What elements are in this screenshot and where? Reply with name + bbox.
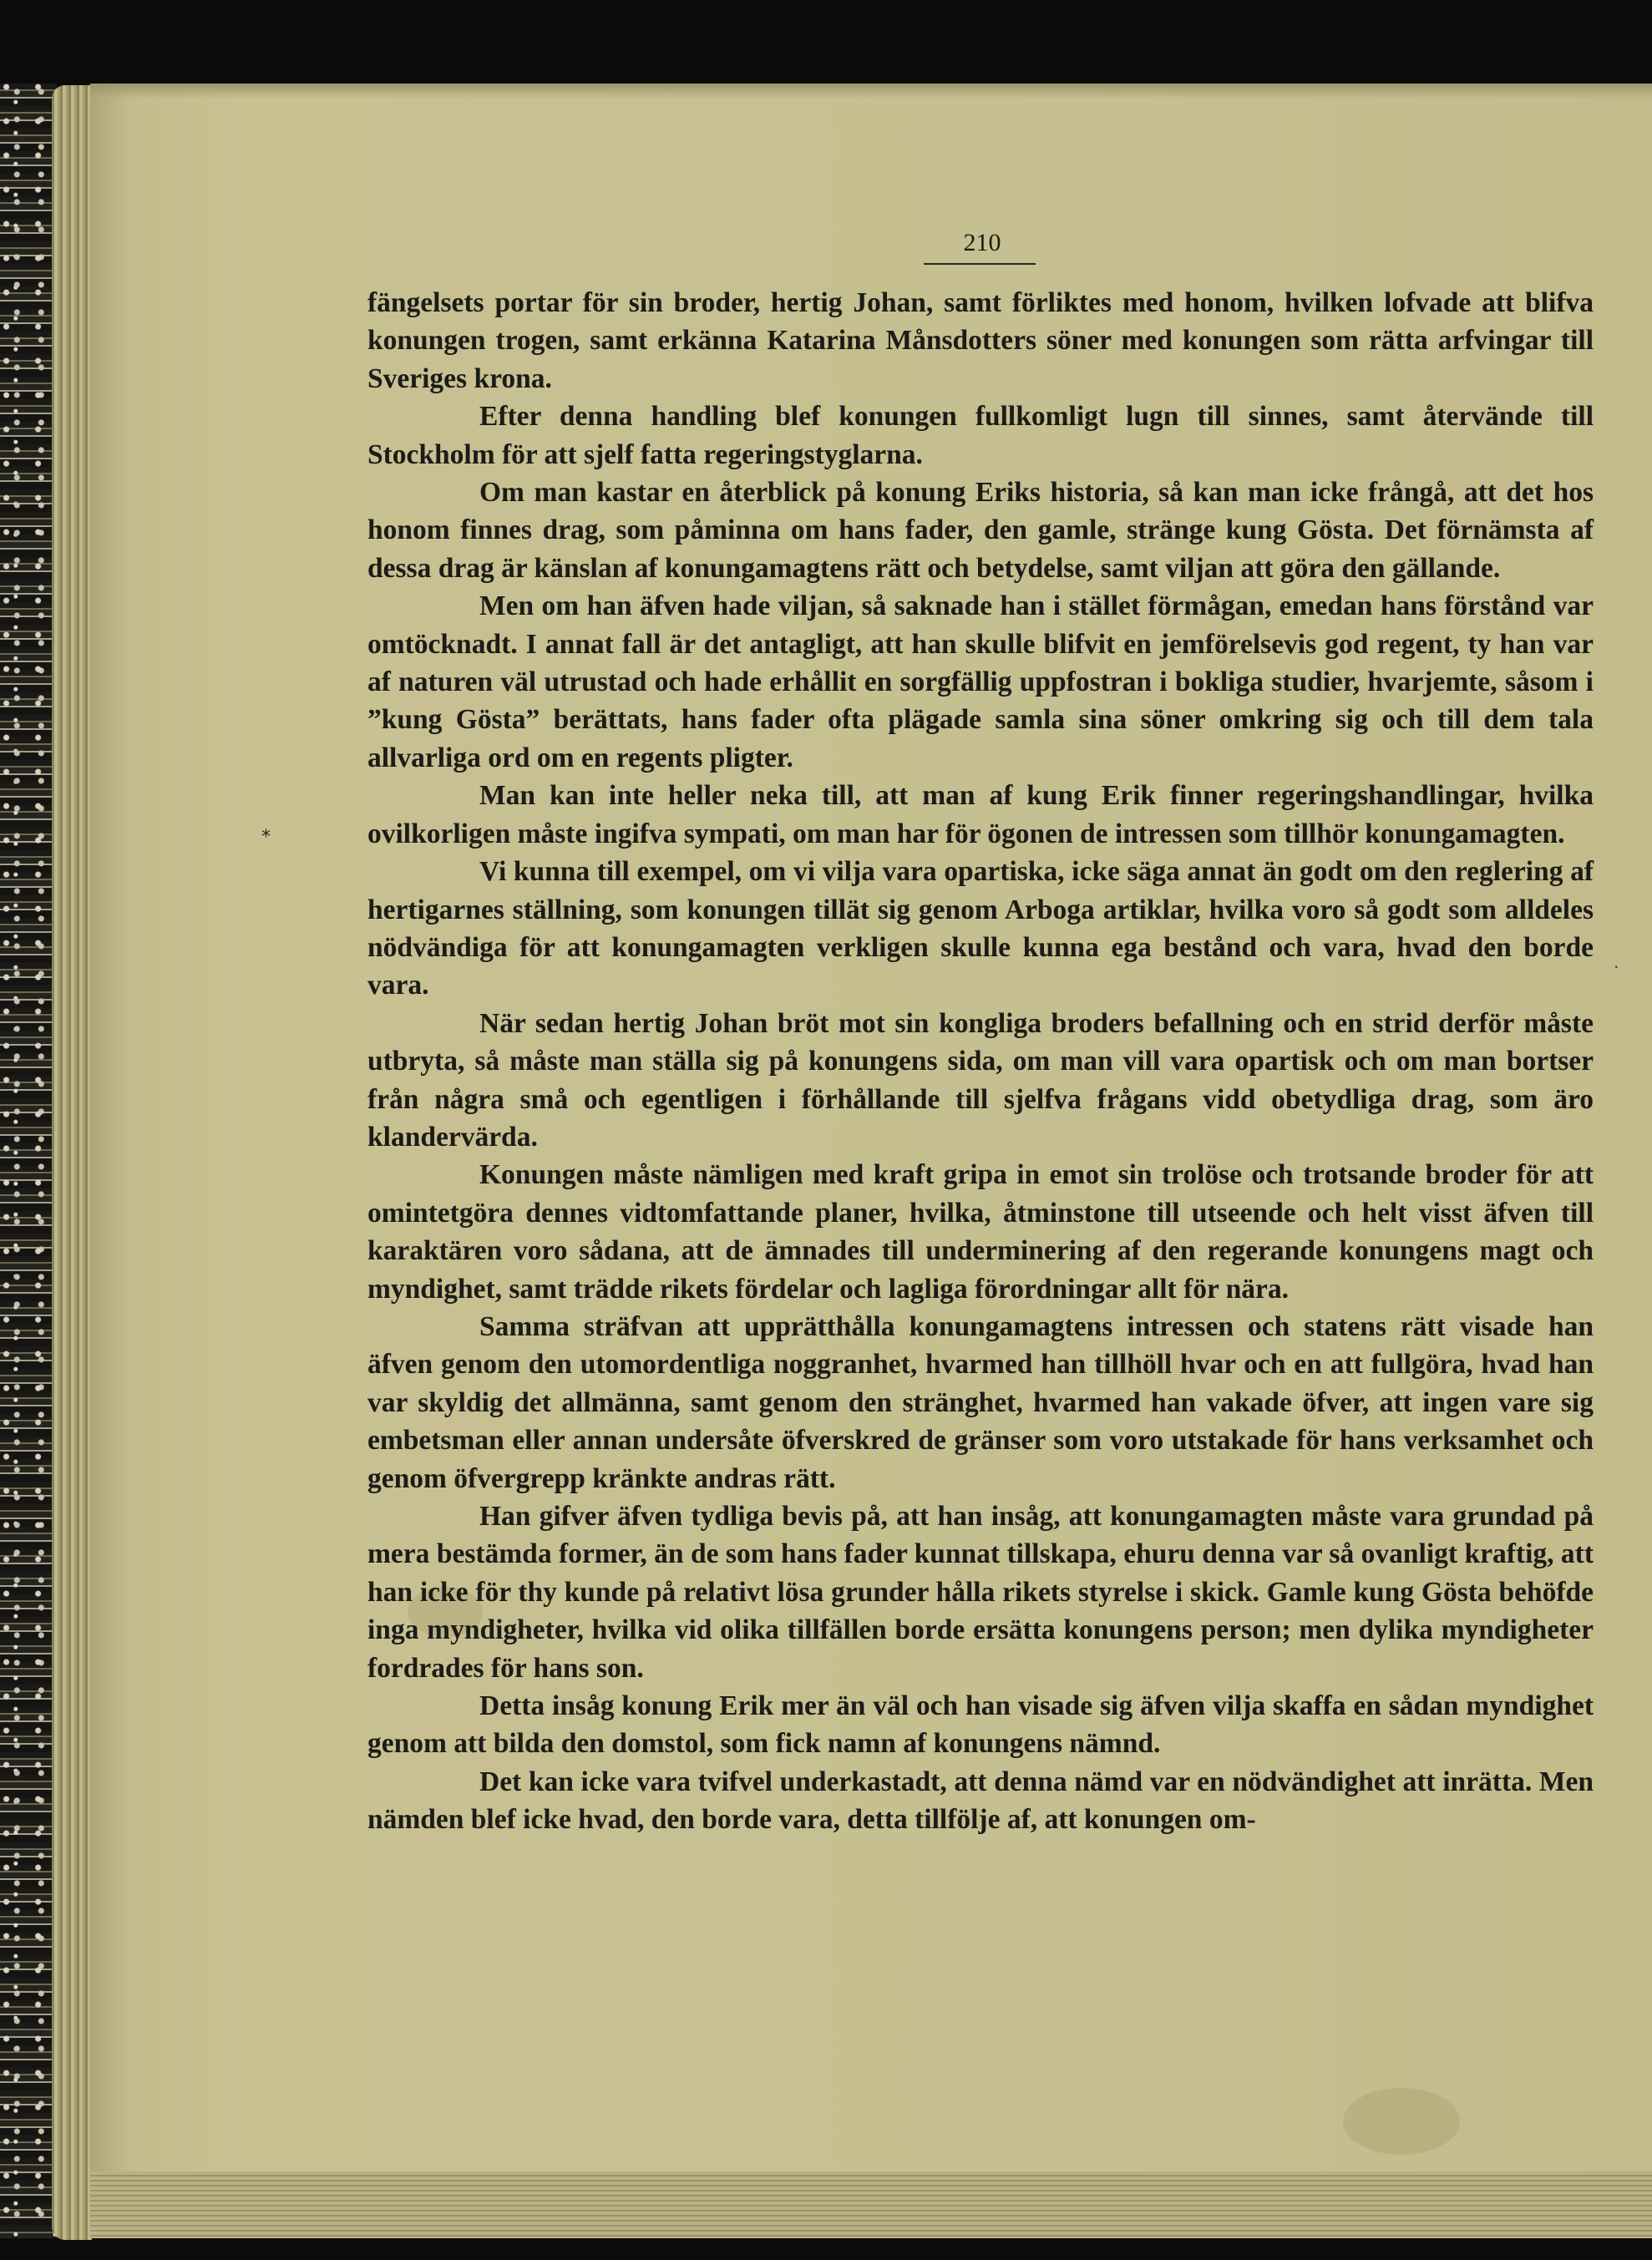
paragraph: Samma sträfvan att upprätthålla konungamagtens intressen och statens rätt visade han äfven genom den utomordentliga noggranhet, hvarmed han tillhöll hvar och en att fullgöra, hvad han var skyldig det allmänna, samt genom den stränghet, hvarmed han vakade öfver, att ingen vare sig embetsman eller annan undersåte öfverskred de gränser som voro utstakade för hans verksamhet och genom öfvergrepp kränkte andras rätt. — [367, 1310, 1594, 1494]
marbled-binding — [0, 84, 57, 2238]
paragraph: Detta insåg konung Erik mer än väl och han visade sig äfven vilja skaffa en sådan myndighet genom att bilda den domstol, som fick namn af konungens nämnd. — [367, 1690, 1594, 1760]
margin-mark-left: * — [261, 827, 271, 848]
paragraph: Det kan icke vara tvifvel underkastadt, att denna nämd var en nödvändighet att inrätta. Men nämden blef icke hvad, den borde vara, detta tillfölje af, att konungen om- — [367, 1766, 1594, 1836]
paragraph: Vi kunna till exempel, om vi vilja vara opartiska, icke säga annat än godt om den reglering af hertigarnes ställning, som konungen tillät sig genom Arboga artiklar, hvilka voro så godt som alldeles nödvändiga för att konungamagten verkligen skulle kunna ega bestånd och vara, hvad den borde vara. — [367, 856, 1594, 1001]
page-number-rule — [924, 263, 1036, 265]
paragraph: Man kan inte heller neka till, att man af kung Erik finner regeringshandlingar, hvilka ovilkorligen måste ingifva sympati, om man har för ögonen de intressen som tillhör konungamagten. — [367, 780, 1594, 849]
paragraph: Efter denna handling blef konungen fullkomligt lugn till sinnes, samt återvände till Stockholm för att sjelf fatta regeringstyglarna. — [367, 401, 1594, 470]
paragraph: Konungen måste nämligen med kraft gripa in emot sin trolöse och trotsande broder för att omintetgöra dennes vidtomfattande planer, hvilka, åtminstone till utseende och helt visst äfven till karaktären voro sådana, att de ämnades till underminering af den regerande konungens magt och myndighet, samt trädde rikets fördelar och lagliga förordningar allt för nära. — [367, 1159, 1594, 1305]
paragraph: Han gifver äfven tydliga bevis på, att han insåg, att konungamagten måste vara grundad på mera bestämda former, än de som hans fader kunnat tillskapa, ehuru denna var så ovanligt kraftig, att han icke för thy kunde på relativt lösa grunder hålla rikets styrelse i skick. Gamle kung Gösta behöfde inga myndigheter, hvilka vid olika tillfällen borde ersätta konungens person; men dylika myndigheter fordrades för hans son. — [367, 1501, 1594, 1684]
paragraph: När sedan hertig Johan bröt mot sin kongliga broders befallning och en strid derför måste utbryta, så måste man ställa sig på konungens sida, om man vill vara opartisk och om man bortser från några små och egentligen i förhållande till sjelfva frågans vidd obetydliga drag, som äro klandervärda. — [367, 1007, 1594, 1153]
paragraph: Om man kastar en återblick på konung Eriks historia, så kan man icke frångå, att det hos honom finnes drag, som påminna om hans fader, den gamle, stränge kung Gösta. Det förnämsta af dessa drag är känslan af konungamagtens rätt och betydelse, samt viljan att göra den gällande. — [367, 477, 1594, 584]
body-text — [367, 284, 1594, 1839]
paragraph: Men om han äfven hade viljan, så saknade han i stället förmågan, emedan hans förstånd var omtöcknadt. I annat fall är det antagligt, att han skulle blifvit en jemförelsevis god regent, ty han var af naturen väl utrustad och hade erhållit en sorgfällig uppfostran i bokliga studier, hvarjemte, såsom i ”kung Gösta” berättats, hans fader ofta plägade samla sina söner omkring sig och till dem tala allvarliga ord om en regents pligter. — [367, 590, 1594, 773]
page-bottom-edge — [90, 2171, 1652, 2238]
paragraph: fängelsets portar för sin broder, hertig Johan, samt förliktes med honom, hvilken lofvade att blifva konungen trogen, samt erkänna Katarina Månsdotters söner med konungen som rätta arfvingar till Sveriges krona. — [367, 287, 1594, 394]
page-top-shadow — [90, 84, 1652, 99]
page-number: 210 — [963, 229, 1001, 256]
page-stack-edge — [52, 85, 92, 2240]
margin-mark-right: . — [1614, 952, 1619, 972]
